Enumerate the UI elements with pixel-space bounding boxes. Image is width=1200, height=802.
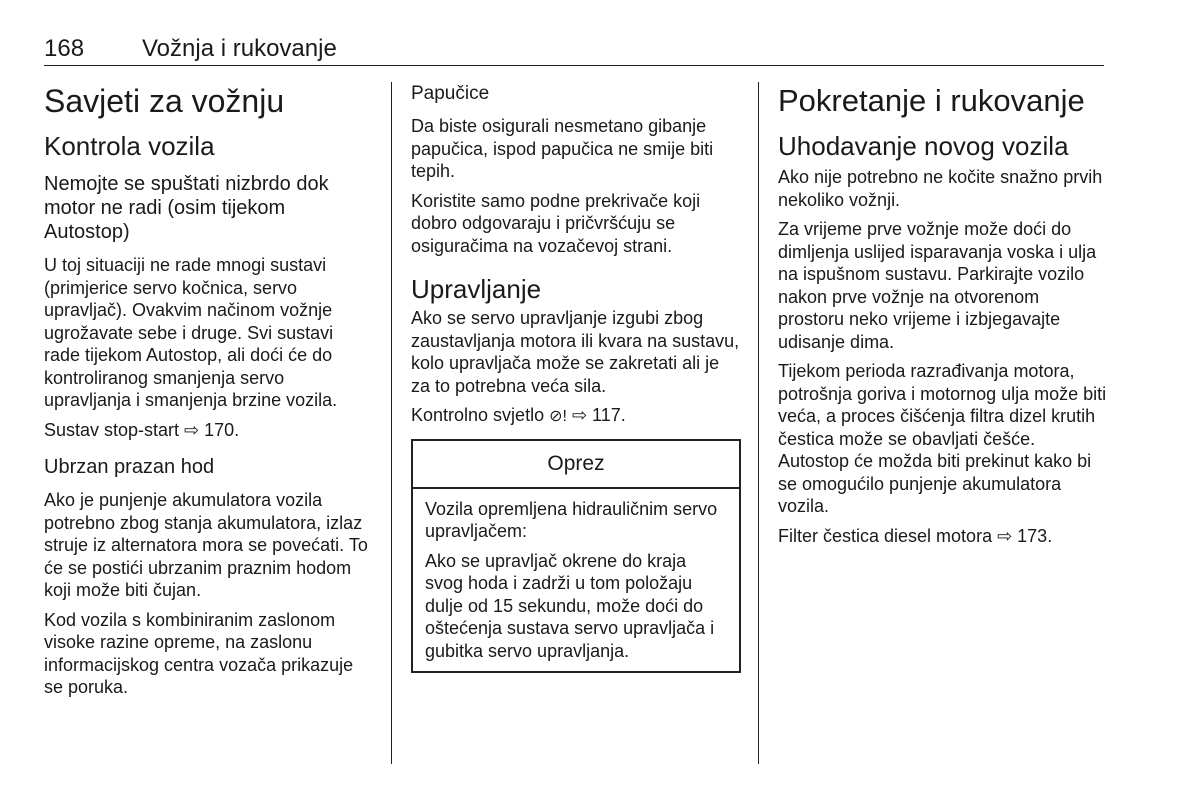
- topic-heading-idle-speed: Ubrzan prazan hod: [44, 456, 215, 478]
- paragraph: Tijekom perioda razrađivanja motora, potrošnja goriva i motornog ulja može biti veća, a proces čišćenja filtra dizel krutih čestica može se obavljati češće. Autostop će možda biti prekinut kako bi se omogućilo punjenje akumulatora vozila.: [778, 361, 1107, 516]
- lamp-reference-prefix: Kontrolno svjetlo: [411, 405, 550, 425]
- subsection-heading-vehicle-control: Kontrola vozila: [44, 131, 215, 161]
- page-header: [44, 34, 337, 64]
- paragraph: Koristite samo podne prekrivače koji dobro odgovaraju i pričvršćuju se osiguračima na vozačevoj strani.: [411, 190, 701, 256]
- caution-box: [411, 439, 741, 674]
- section-heading-starting-operation: Pokretanje i rukovanje: [778, 83, 1085, 118]
- cross-reference-paragraph: Filter čestica diesel motora ⇨ 173.: [778, 525, 1053, 546]
- lamp-reference-suffix: ⇨ 117.: [566, 405, 626, 425]
- paragraph: Ako je punjenje akumulatora vozila potrebno zbog stanja akumulatora, izlaz struje iz alternatora mora se povećati. To će se postići ubrzanim praznim hodom koji može biti čujan.: [44, 490, 368, 600]
- cross-reference-paragraph: Sustav stop-start ⇨ 170.: [44, 419, 240, 440]
- caution-title: Oprez: [413, 441, 739, 489]
- column-divider-1: [391, 82, 392, 764]
- section-heading-steering: Upravljanje: [411, 274, 542, 304]
- column-middle: [411, 82, 741, 673]
- paragraph: Za vrijeme prve vožnje može doći do dimljenja uslijed isparavanja voska i ulja na ispušnom sustavu. Parkirajte vozilo nakon prve vožnje na otvorenom prostoru neko vrijeme i izbjegavajte udisanje dima.: [778, 219, 1097, 352]
- subsection-heading-running-in: Uhodavanje novog vozila: [778, 131, 1069, 161]
- paragraph: Da biste osigurali nesmetano gibanje papučica, ispod papučica ne smije biti tepih.: [411, 116, 714, 181]
- topic-heading-pedals: Papučice: [411, 83, 490, 104]
- section-heading-driving-tips: Savjeti za vožnju: [44, 83, 285, 119]
- page-number: 168: [44, 35, 85, 62]
- column-divider-2: [758, 82, 759, 764]
- warning-lamp-reference: [411, 404, 741, 429]
- paragraph: Ako se servo upravljanje izgubi zbog zaustavljanja motora ili kvara na sustavu, kolo upravljača može se zakretati ali je za to potrebna veća sila.: [411, 308, 740, 396]
- column-right: [778, 82, 1110, 554]
- paragraph: U toj situaciji ne rade mnogi sustavi (primjerice servo kočnica, servo upravljač). Ovakvim načinom vožnje ugrožavate sebe i druge. Svi sustavi rade tijekom Autostop, ali doći će do kontroliranog smanjenja servo upravljanja i smanjenja brzine vozila.: [44, 255, 338, 410]
- column-left: [44, 82, 374, 706]
- paragraph: Ako nije potrebno ne kočite snažno prvih nekoliko vožnji.: [778, 167, 1103, 210]
- caution-paragraph: Ako se upravljač okrene do kraja svog hoda i zadrži u tom položaju dulje od 15 sekundu, može doći do oštećenja sustava servo upravljača i gubitka servo upravljanja.: [425, 550, 715, 661]
- topic-heading-no-coasting: Nemojte se spuštati nizbrdo dok motor ne radi (osim tijekom Autostop): [44, 173, 329, 243]
- steering-warning-icon: ⊘!: [549, 408, 567, 425]
- paragraph: Kod vozila s kombiniranim zaslonom visoke razine opreme, na zaslonu informacijskog centra vozača prikazuje se poruka.: [44, 609, 354, 697]
- caution-paragraph: Vozila opremljena hidrauličnim servo upravljačem:: [425, 498, 718, 541]
- section-title: Vožnja i rukovanje: [142, 35, 337, 62]
- caution-body: [413, 489, 739, 672]
- header-rule: [44, 65, 1104, 66]
